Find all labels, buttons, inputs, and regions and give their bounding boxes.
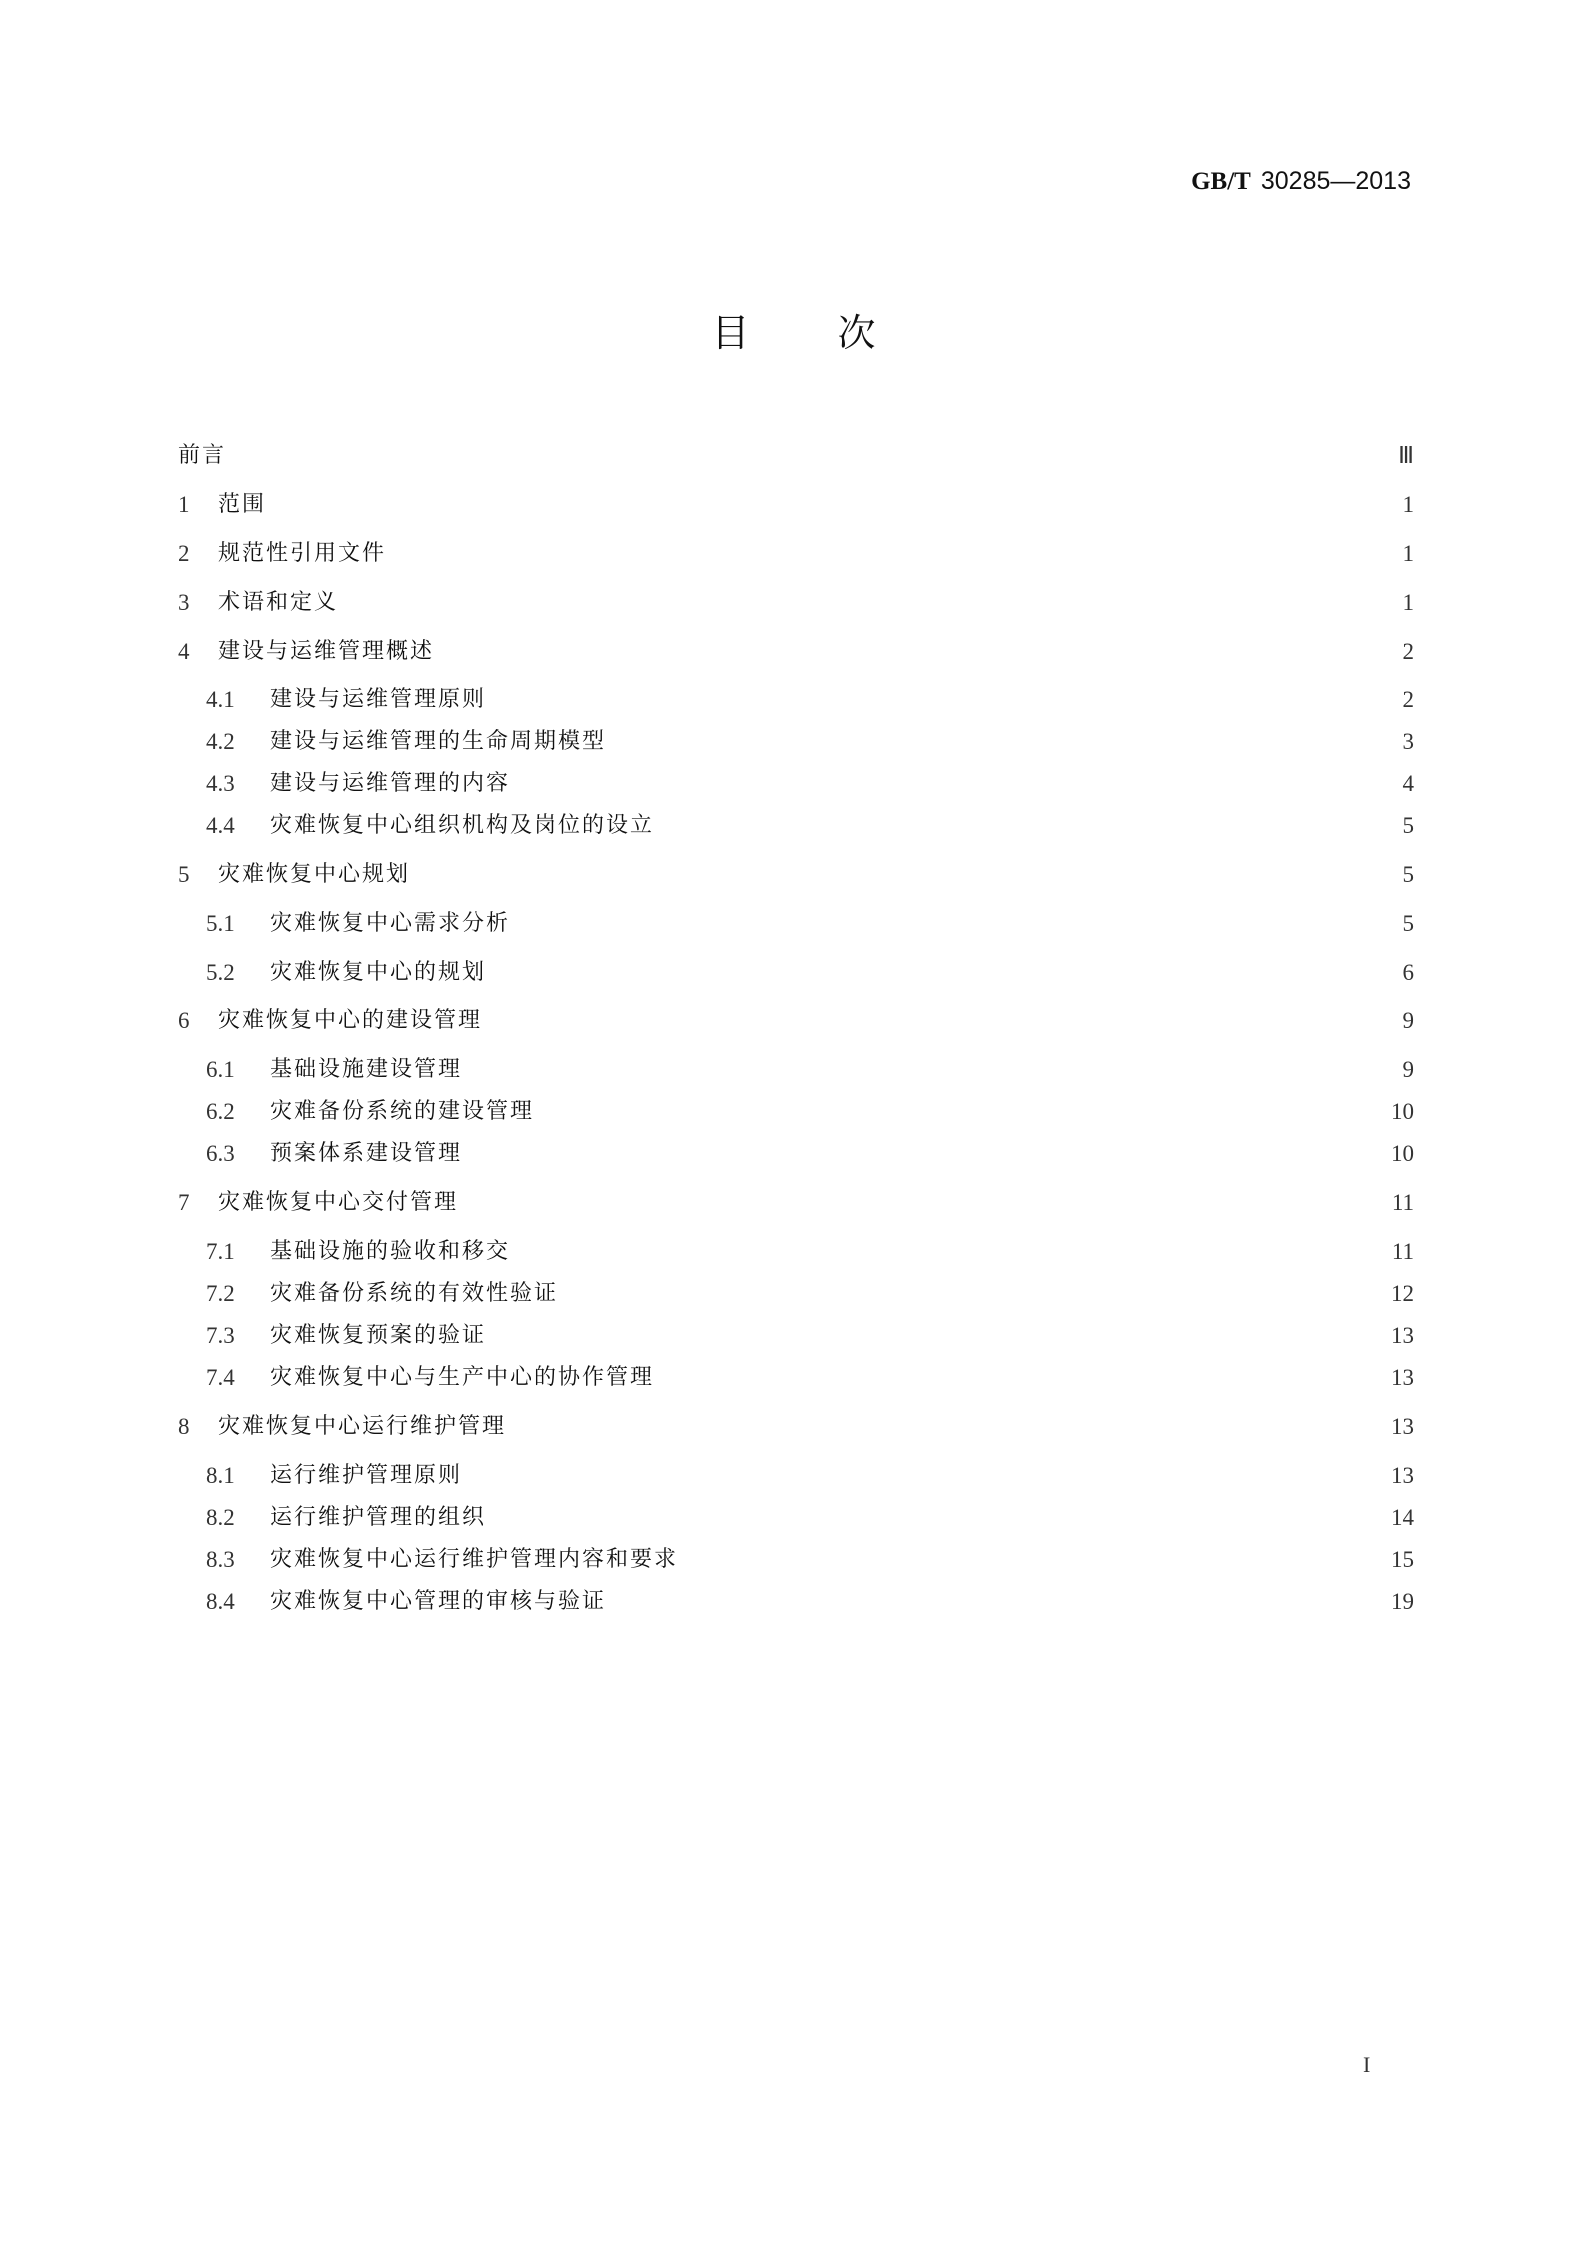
dot-leader <box>524 909 1376 939</box>
dot-leader <box>620 727 1376 757</box>
dot-leader <box>692 1545 1376 1575</box>
toc-entry-page: 10 <box>1391 1141 1414 1166</box>
toc-entry-label: 范围 <box>218 492 267 517</box>
toc-entry-page: 10 <box>1391 1099 1414 1124</box>
toc-entry-number: 1 <box>178 492 190 517</box>
toc-entry-page: 5 <box>1402 911 1414 936</box>
toc-entry-label: 建设与运维管理原则 <box>270 687 487 712</box>
toc-entry-page: 6 <box>1402 960 1414 985</box>
toc-entry-label: 灾难恢复中心规划 <box>218 862 411 887</box>
toc-entry[interactable] <box>206 1055 1414 1085</box>
toc-entry-page: 3 <box>1402 729 1414 754</box>
toc-entry-page: 11 <box>1391 1239 1414 1264</box>
toc-entry[interactable] <box>206 1321 1414 1351</box>
toc-entry-page: 15 <box>1391 1547 1414 1572</box>
toc-entry-page: 14 <box>1391 1505 1414 1530</box>
toc-entry-page: 5 <box>1402 862 1414 887</box>
toc-entry[interactable] <box>206 1587 1414 1617</box>
toc-entry-label: 建设与运维管理概述 <box>218 639 435 664</box>
title-char-2: 次 <box>837 311 876 355</box>
toc-entry[interactable] <box>178 860 1414 890</box>
toc-entry-number: 3 <box>178 590 190 615</box>
standard-prefix: GB/T <box>1191 168 1251 195</box>
dot-leader <box>500 958 1376 988</box>
toc-entry-label: 灾难恢复中心与生产中心的协作管理 <box>270 1365 655 1390</box>
toc-entry-label: 灾难备份系统的建设管理 <box>270 1099 535 1124</box>
toc-entry-page: 13 <box>1391 1463 1414 1488</box>
toc-entry-page: 2 <box>1402 687 1414 712</box>
dot-leader <box>448 637 1376 667</box>
toc-entry[interactable] <box>206 1503 1414 1533</box>
toc-entry-label: 建设与运维管理的内容 <box>270 771 511 796</box>
toc-entry-number: 8.1 <box>206 1463 235 1488</box>
dot-leader <box>620 1587 1376 1617</box>
toc-entry-label: 规范性引用文件 <box>218 541 387 566</box>
dot-leader <box>472 1188 1376 1218</box>
toc-entry[interactable] <box>178 1188 1414 1218</box>
toc-entry[interactable] <box>206 909 1414 939</box>
toc-entry-label: 灾难恢复预案的验证 <box>270 1323 487 1348</box>
toc-entry-number: 7.4 <box>206 1365 235 1390</box>
toc-entry-number: 6.3 <box>206 1141 235 1166</box>
toc-entry-number: 4.1 <box>206 687 235 712</box>
toc-entry-label: 运行维护管理的组织 <box>270 1505 487 1530</box>
toc-entry-page: 1 <box>1402 590 1414 615</box>
standard-number: 30285—2013 <box>1260 167 1411 195</box>
toc-entry-page: 12 <box>1391 1281 1414 1306</box>
dot-leader <box>548 1097 1376 1127</box>
toc-entry-number: 7.3 <box>206 1323 235 1348</box>
toc-entry-page: 2 <box>1402 639 1414 664</box>
toc-entry[interactable] <box>206 811 1414 841</box>
page-title <box>0 302 1587 357</box>
standard-code <box>1191 166 1411 196</box>
toc-entry-label: 灾难恢复中心管理的审核与验证 <box>270 1589 607 1614</box>
toc-entry-page: 1 <box>1402 541 1414 566</box>
toc-entry-number: 8.2 <box>206 1505 235 1530</box>
dot-leader <box>476 1055 1376 1085</box>
toc-entry-number: 6.1 <box>206 1057 235 1082</box>
toc-entry[interactable] <box>178 539 1414 569</box>
toc-entry-label: 基础设施的验收和移交 <box>270 1239 511 1264</box>
toc-entry[interactable] <box>206 1545 1414 1575</box>
toc-entry-number: 8 <box>178 1414 190 1439</box>
toc-entry-page: 9 <box>1402 1057 1414 1082</box>
toc-entry[interactable] <box>206 1097 1414 1127</box>
title-char-1: 目 <box>711 311 750 355</box>
toc-entry[interactable] <box>206 685 1414 715</box>
toc-entry-label: 基础设施建设管理 <box>270 1057 463 1082</box>
dot-leader <box>240 441 1376 471</box>
toc-entry-page: 19 <box>1391 1589 1414 1614</box>
folio-page-number: I <box>1363 2052 1371 2077</box>
toc-entry-label: 灾难恢复中心运行维护管理内容和要求 <box>270 1547 679 1572</box>
toc-entry[interactable] <box>206 1461 1414 1491</box>
dot-leader <box>476 1139 1376 1169</box>
toc-entry-number: 2 <box>178 541 190 566</box>
toc-entry-number: 5.2 <box>206 960 235 985</box>
dot-leader <box>496 1006 1376 1036</box>
toc-entry[interactable] <box>178 441 1414 471</box>
dot-leader <box>524 769 1376 799</box>
toc-entry[interactable] <box>206 1279 1414 1309</box>
dot-leader <box>424 860 1376 890</box>
toc-entry-label: 灾难恢复中心组织机构及岗位的设立 <box>270 813 655 838</box>
toc-entry-label: 灾难恢复中心的建设管理 <box>218 1008 483 1033</box>
toc-entry[interactable] <box>178 637 1414 667</box>
toc-entry-page: Ⅲ <box>1398 443 1414 468</box>
toc-entry[interactable] <box>206 1237 1414 1267</box>
toc-entry-page: 4 <box>1402 771 1414 796</box>
dot-leader <box>572 1279 1376 1309</box>
toc-entry[interactable] <box>178 588 1414 618</box>
toc-entry-label: 前言 <box>178 443 227 468</box>
dot-leader <box>400 539 1376 569</box>
dot-leader <box>500 1321 1376 1351</box>
toc-entry-number: 7.1 <box>206 1239 235 1264</box>
toc-entry-page: 9 <box>1402 1008 1414 1033</box>
toc-entry-number: 5 <box>178 862 190 887</box>
toc-entry[interactable] <box>206 1363 1414 1393</box>
toc-entry-label: 灾难恢复中心需求分析 <box>270 911 511 936</box>
toc-entry-label: 运行维护管理原则 <box>270 1463 463 1488</box>
dot-leader <box>352 588 1376 618</box>
dot-leader <box>280 490 1376 520</box>
toc-entry-number: 8.3 <box>206 1547 235 1572</box>
toc-entry[interactable] <box>178 1412 1414 1442</box>
toc-entry-number: 7.2 <box>206 1281 235 1306</box>
toc-entry-page: 5 <box>1402 813 1414 838</box>
toc-entry[interactable] <box>178 490 1414 520</box>
toc-entry[interactable] <box>178 1006 1414 1036</box>
toc-entry-number: 6 <box>178 1008 190 1033</box>
toc-entry[interactable] <box>206 1139 1414 1169</box>
toc-entry-page: 13 <box>1391 1323 1414 1348</box>
toc-entry-number: 7 <box>178 1190 190 1215</box>
toc-entry-page: 11 <box>1391 1190 1414 1215</box>
toc-entry-number: 4.4 <box>206 813 235 838</box>
toc-entry-label: 建设与运维管理的生命周期模型 <box>270 729 607 754</box>
toc-entry-label: 灾难恢复中心交付管理 <box>218 1190 459 1215</box>
toc-entry-number: 4.3 <box>206 771 235 796</box>
dot-leader <box>524 1237 1376 1267</box>
toc-entry-label: 灾难恢复中心的规划 <box>270 960 487 985</box>
toc-entry-page: 13 <box>1391 1365 1414 1390</box>
toc-entry-label: 术语和定义 <box>218 590 339 615</box>
toc-entry-label: 预案体系建设管理 <box>270 1141 463 1166</box>
dot-leader <box>520 1412 1376 1442</box>
dot-leader <box>476 1461 1376 1491</box>
toc-entry-label: 灾难备份系统的有效性验证 <box>270 1281 559 1306</box>
toc-entry-number: 5.1 <box>206 911 235 936</box>
toc-entry-number: 6.2 <box>206 1099 235 1124</box>
toc-entry-label: 灾难恢复中心运行维护管理 <box>218 1414 507 1439</box>
dot-leader <box>500 1503 1376 1533</box>
dot-leader <box>668 1363 1376 1393</box>
toc-entry[interactable] <box>206 958 1414 988</box>
toc-entry[interactable] <box>206 769 1414 799</box>
dot-leader <box>668 811 1376 841</box>
toc-entry-number: 8.4 <box>206 1589 235 1614</box>
dot-leader <box>500 685 1376 715</box>
toc-entry-page: 13 <box>1391 1414 1414 1439</box>
toc-entry-page: 1 <box>1402 492 1414 517</box>
toc-entry-number: 4 <box>178 639 190 664</box>
toc-entry[interactable] <box>206 727 1414 757</box>
toc-entry-number: 4.2 <box>206 729 235 754</box>
